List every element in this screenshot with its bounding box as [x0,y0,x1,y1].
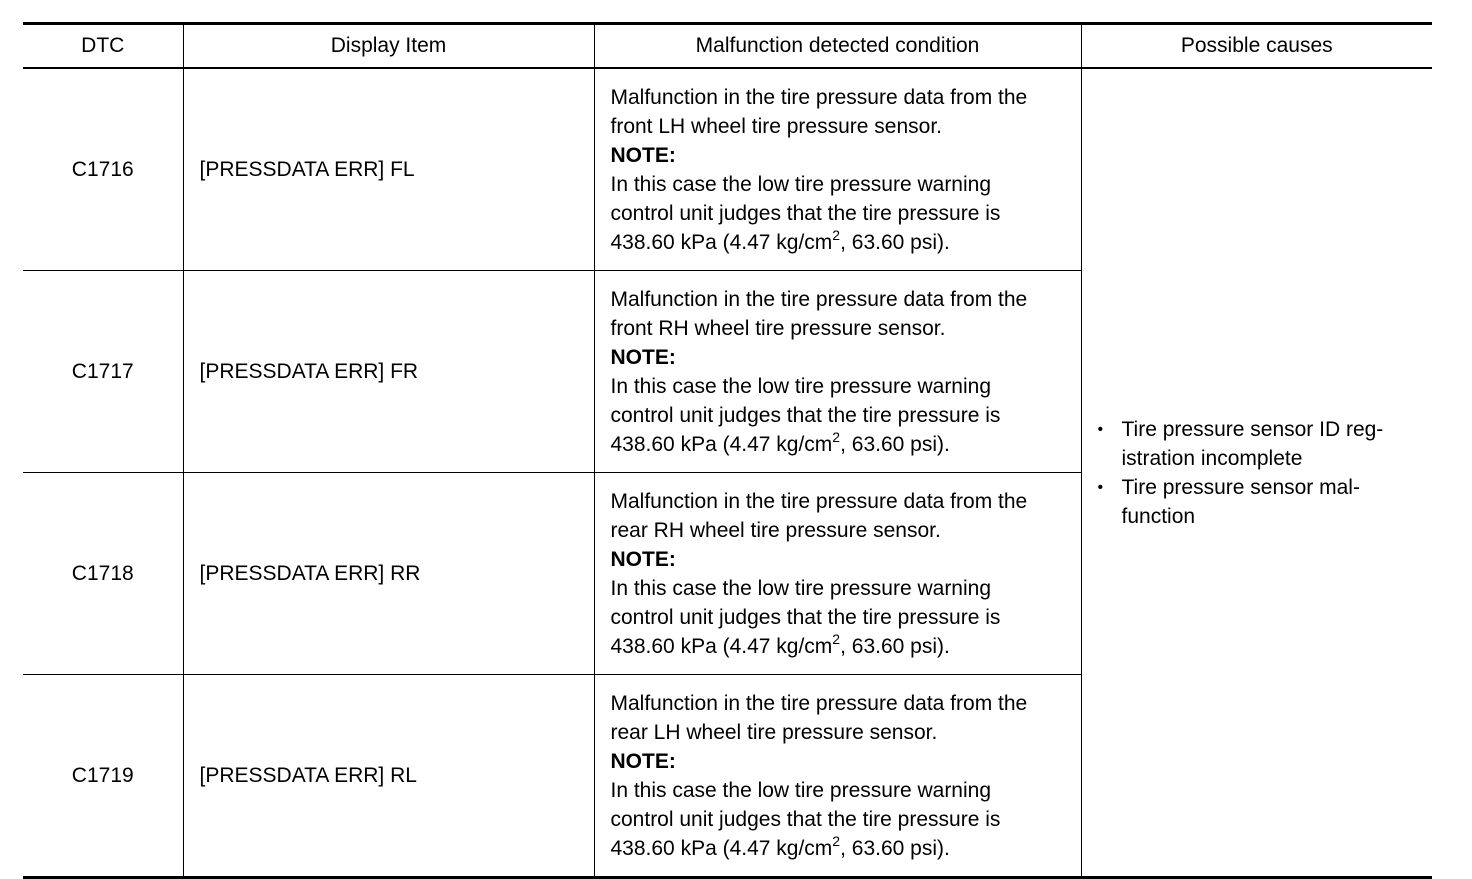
malfunction-condition [594,271,1081,473]
condition-line: In this case the low tire pressure warning [610,778,992,802]
cause-line: Tire pressure sensor ID reg- [1121,417,1384,441]
pressure-value [611,430,1071,459]
malfunction-condition [594,68,1081,271]
header-row [23,24,1432,69]
condition-line: rear LH wheel tire pressure sensor. [610,720,938,744]
display-item: [PRESSDATA ERR] RR [183,473,594,675]
pressure-value-main: 438.60 kPa (4.47 kg/cm [610,230,833,254]
header-display-item: Display Item [183,24,594,69]
superscript: 2 [832,832,841,849]
pressure-value-tail: , 63.60 psi). [840,634,950,658]
pressure-value-tail: , 63.60 psi). [840,836,950,860]
display-item: [PRESSDATA ERR] RL [183,675,594,878]
malfunction-condition [594,473,1081,675]
cause-line: Tire pressure sensor mal- [1121,475,1360,499]
pressure-value [611,834,1071,863]
condition-line: Malfunction in the tire pressure data from the [610,489,1028,513]
display-item: [PRESSDATA ERR] FL [183,68,594,271]
table-row [23,68,1432,271]
dtc-code: C1719 [23,675,183,878]
dtc-code: C1717 [23,271,183,473]
superscript: 2 [832,630,841,647]
pressure-value [611,228,1071,257]
superscript: 2 [832,428,841,445]
list-item [1096,415,1423,473]
header-malfunction-condition: Malfunction detected condition [594,24,1081,69]
display-item: [PRESSDATA ERR] FR [183,271,594,473]
note-label: NOTE: [610,143,676,167]
pressure-value-main: 438.60 kPa (4.47 kg/cm [610,634,833,658]
condition-line: Malfunction in the tire pressure data from the [610,691,1028,715]
condition-line: control unit judges that the tire pressure is [610,807,1001,831]
bullet-icon: • [1097,420,1104,438]
condition-line: control unit judges that the tire pressure is [610,201,1001,225]
pressure-value-tail: , 63.60 psi). [840,432,950,456]
list-item [1096,473,1423,531]
condition-line: In this case the low tire pressure warning [610,172,992,196]
dtc-code: C1718 [23,473,183,675]
condition-line: rear RH wheel tire pressure sensor. [610,518,941,542]
condition-line: front RH wheel tire pressure sensor. [610,316,946,340]
header-possible-causes: Possible causes [1081,24,1432,69]
note-label: NOTE: [610,547,676,571]
condition-line: In this case the low tire pressure warning [610,576,992,600]
pressure-value-main: 438.60 kPa (4.47 kg/cm [610,836,833,860]
condition-line: In this case the low tire pressure warning [610,374,992,398]
condition-line: Malfunction in the tire pressure data from the [610,287,1028,311]
header-dtc: DTC [23,24,183,69]
causes-list [1096,415,1423,531]
note-label: NOTE: [610,749,676,773]
condition-line: Malfunction in the tire pressure data from the [610,85,1028,109]
cause-line: istration incomplete [1121,446,1303,470]
malfunction-condition [594,675,1081,878]
pressure-value-main: 438.60 kPa (4.47 kg/cm [610,432,833,456]
possible-causes [1081,68,1432,878]
dtc-code: C1716 [23,68,183,271]
dtc-table [23,22,1432,879]
note-label: NOTE: [610,345,676,369]
pressure-value-tail: , 63.60 psi). [840,230,950,254]
condition-line: front LH wheel tire pressure sensor. [610,114,942,138]
condition-line: control unit judges that the tire pressure is [610,605,1001,629]
bullet-icon: • [1097,478,1104,496]
condition-line: control unit judges that the tire pressure is [610,403,1001,427]
cause-line: function [1121,504,1196,528]
pressure-value [611,632,1071,661]
superscript: 2 [832,226,841,243]
